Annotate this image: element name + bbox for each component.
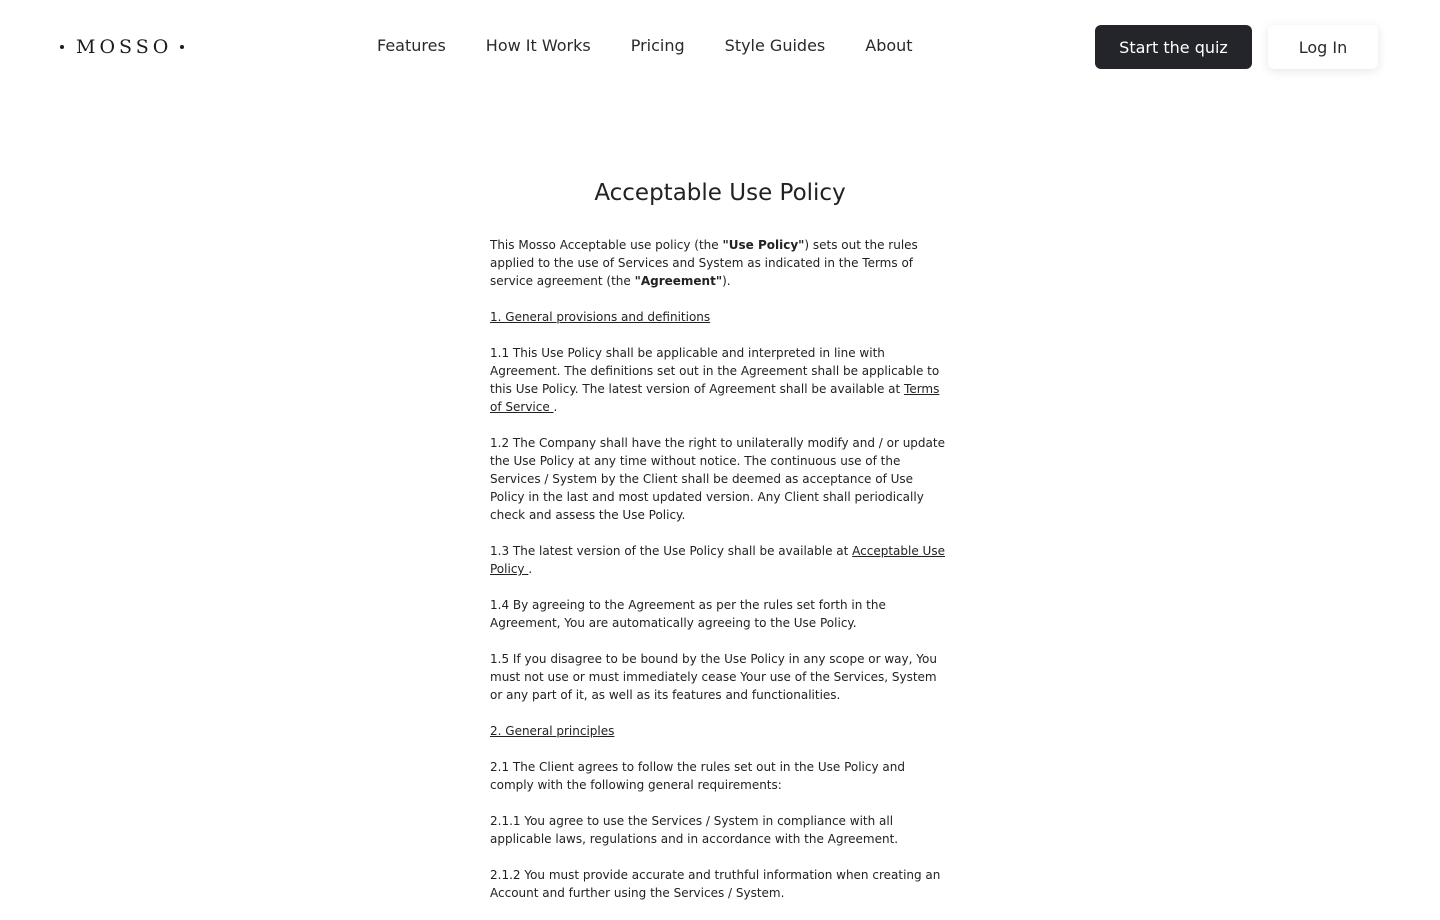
clause-1-5: 1.5 If you disagree to be bound by the Use Policy in any scope or way, You must not use or must immediately cease Your use of the Services, System or any part of it, as well as its features and functionalities. <box>490 652 937 702</box>
clause-1-4: 1.4 By agreeing to the Agreement as per the rules set forth in the Agreement, You are automatically agreeing to the Use Policy. <box>490 598 886 630</box>
nav-item-features[interactable]: Features <box>377 36 446 55</box>
intro-text-1: This Mosso Acceptable use policy (the <box>490 238 723 252</box>
main-nav <box>377 36 913 56</box>
nav-item-about[interactable]: About <box>865 36 913 55</box>
clause-1-3 <box>490 542 950 578</box>
clause-1-3-end: . <box>528 562 533 576</box>
intro-paragraph <box>490 236 950 290</box>
clause-1-1-end: . <box>553 400 558 414</box>
clause-2-1-2: 2.1.2 You must provide accurate and truthful information when creating an Account and further using the Services / System. <box>490 868 941 900</box>
acceptable-use-policy-link[interactable]: Acceptable Use Policy <box>490 544 945 576</box>
page-title: Acceptable Use Policy <box>594 180 846 206</box>
clause-1-2: 1.2 The Company shall have the right to unilaterally modify and / or update the Use Policy at any time without notice. The continuous use of the Services / System by the Client shall be deemed as acceptance of Use Policy in the last and most updated version. Any Client shall periodically check and assess the Use Policy. <box>490 436 945 522</box>
clause-1-3-text: 1.3 The latest version of the Use Policy shall be available at <box>490 544 853 558</box>
intro-term-agreement: "Agreement" <box>634 274 723 288</box>
clause-2-1: 2.1 The Client agrees to follow the rules set out in the Use Policy and comply with the following general requirements: <box>490 760 905 792</box>
section-1-heading: 1. General provisions and definitions <box>490 310 711 324</box>
clause-1-1-text: 1.1 This Use Policy shall be applicable and interpreted in line with Agreement. The definitions set out in the Agreement shall be applicable to this Use Policy. The latest version of Agreement shall be available at <box>490 346 940 396</box>
nav-item-pricing[interactable]: Pricing <box>630 36 685 55</box>
intro-text-2: ) sets out the rules applied to the use of Services and System as indicated in the Terms of service agreement (the <box>490 238 918 288</box>
terms-of-service-link[interactable]: Terms of Service <box>490 382 940 414</box>
intro-term-use-policy: "Use Policy" <box>722 238 805 252</box>
start-quiz-button[interactable]: Start the quiz <box>1095 25 1252 69</box>
log-in-button[interactable]: Log In <box>1268 25 1378 69</box>
policy-content <box>490 236 950 920</box>
logo-dot-left <box>60 45 64 49</box>
brand-logo[interactable] <box>60 35 184 59</box>
section-2-heading: 2. General principles <box>490 724 615 738</box>
site-header <box>0 0 1440 93</box>
nav-item-how-it-works[interactable]: How It Works <box>485 36 591 55</box>
nav-item-style-guides[interactable]: Style Guides <box>724 36 826 55</box>
clause-1-1 <box>490 344 950 416</box>
intro-text-3: ). <box>722 274 731 288</box>
brand-name: MOSSO <box>76 36 173 58</box>
logo-dot-right <box>180 45 184 49</box>
clause-2-1-1: 2.1.1 You agree to use the Services / System in compliance with all applicable laws, regulations and in accordance with the Agreement. <box>490 814 899 846</box>
